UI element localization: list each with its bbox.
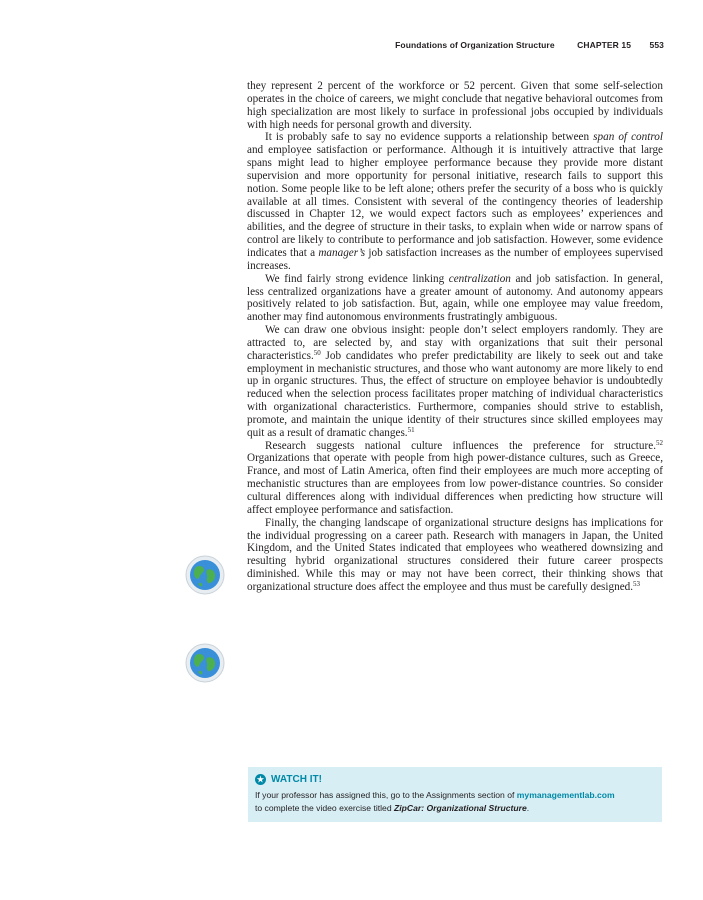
footnote-ref: 51 xyxy=(407,425,415,434)
chapter-label: CHAPTER 15 xyxy=(577,40,632,50)
page-number: 553 xyxy=(649,40,664,50)
footnote-ref: 52 xyxy=(656,438,663,447)
paragraph: Research suggests national culture influences the preference for structure.$^{52}$ Organizations that operate with people from high power-distance cultures, such as Greece, France, and most of Latin America, often find their employees are much more accepting of mechanistic structures than are employees from low power-distance countries. So consider cultural differences along with individual differences when predicting how structure will affect employee performance and satisfaction. xyxy=(247,438,663,516)
term-managers: manager’s xyxy=(318,246,366,259)
mymanagementlab-link[interactable]: mymanagementlab.com xyxy=(516,790,615,800)
watch-it-box xyxy=(248,767,662,822)
term-centralization: centralization xyxy=(448,272,511,285)
paragraph: they represent 2 percent of the workforce or 52 percent. Given that some self-selection operates in the choice of careers, we might conclude that negative behavioral outcomes from high specialization are most likely to surface in professional jobs occupied by individuals with high needs for personal growth and diversity. xyxy=(247,80,663,131)
footnote-ref: 53 xyxy=(633,579,641,588)
paragraph: We find fairly strong evidence linking centralization and job satisfaction. In general, less centralized organizations have a greater amount of autonomy. And autonomy appears positively related to job satisfaction. But, again, while one employee may value freedom, another may find autonomous environments frustratingly ambiguous. xyxy=(247,272,664,324)
book-title: Foundations of Organization Structure xyxy=(395,40,555,50)
term-span-of-control: span of control xyxy=(593,131,663,144)
paragraph: It is probably safe to say no evidence supports a relationship between span of control and employee satisfaction or performance. Although it is intuitively attractive that large spans might lead to higher employee performance because they provide more distant supervision and more opportunity for personal initiative, research fails to support this notion. Some people like to be left alone; others prefer the security of a boss who is quickly available at all times. Consistent with several of the contingency theories of leadership discussed in Chapter 12, we would expect factors such as employees’ experiences and abilities, and the degree of structure in their tasks, to explain when wide or narrow spans of control are likely to contribute to performance and job satisfaction. However, some evidence indicates that a manager’s job satisfaction increases as the number of employees supervised increases. xyxy=(247,131,663,272)
paragraph: Finally, the changing landscape of organizational structure designs has implications for the individual progressing on a career path. Research with managers in Japan, the United Kingdom, and the United States indicated that employees who weathered downsizing and resulting hybrid organizational structures considered their future career prospects diminished. While this may or may not have been correct, their thinking shows that organizational structure does affect the employee and thus must be carefully designed.$^{53}$ xyxy=(247,516,663,593)
watch-it-body: If your professor has assigned this, go to the Assignments section of mymanagementlab.com to complete the video exercise titled ZipCar: Organizational Structure. xyxy=(255,790,615,813)
star-icon: ★ xyxy=(256,774,265,784)
watch-it-title: ★ WATCH IT! xyxy=(256,774,322,785)
running-header xyxy=(0,40,664,50)
body-text xyxy=(247,80,663,594)
paragraph: We can draw one obvious insight: people don’t select employers randomly. They are attracted to, are selected by, and stay with organizations that suit their personal characteristics.$^{50}$ Job candidates who prefer predictability are likely to seek out and take employment in mechanistic structures, and those who want autonomy are more likely to end up in organic structures. Thus, the effect of structure on employee behavior is undoubtedly reduced when the selection process facilitates proper matching of individual characteristics with organizational characteristics. Furthermore, companies should strive to establish, promote, and maintain the unique identity of their structures since skilled employees may quit as a result of dramatic changes.$^{51}$ xyxy=(247,324,663,439)
video-title: ZipCar: Organizational Structure xyxy=(394,803,527,813)
globe-icon xyxy=(185,555,225,595)
globe-icon xyxy=(185,643,225,683)
footnote-ref: 50 xyxy=(313,348,321,357)
